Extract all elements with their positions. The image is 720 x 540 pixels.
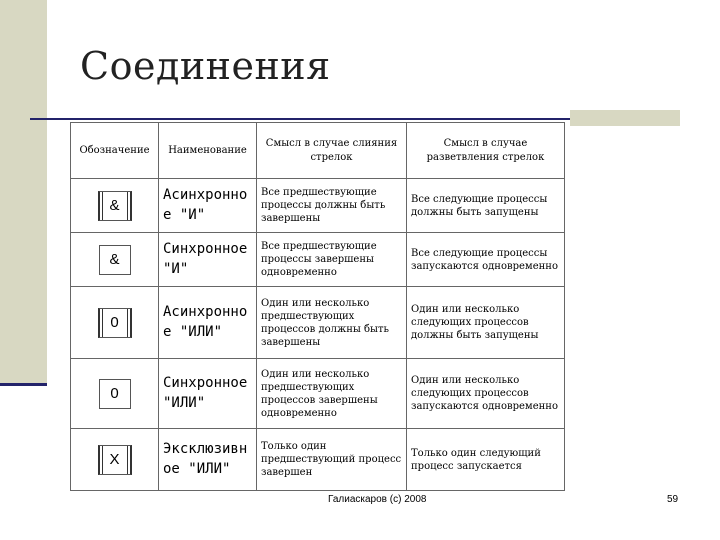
symbol-cell — [71, 429, 159, 491]
junction-symbol: X — [98, 445, 132, 475]
header-merge: Смысл в случае слияния стрелок — [257, 123, 407, 179]
junction-symbol: 0 — [99, 379, 131, 409]
symbol-cell — [71, 179, 159, 233]
merge-meaning: Один или несколько предшествующих процессов должны быть завершены — [257, 287, 407, 359]
header-name: Наименование — [159, 123, 257, 179]
junction-name: Асинхронное "ИЛИ" — [159, 287, 257, 359]
junction-name: Эксклюзивное "ИЛИ" — [159, 429, 257, 491]
symbol-cell — [71, 233, 159, 287]
sidebar-rule — [0, 383, 47, 386]
split-meaning: Только один следующий процесс запускается — [407, 429, 565, 491]
split-meaning: Один или несколько следующих процессов должны быть запущены — [407, 287, 565, 359]
split-meaning: Один или несколько следующих процессов запускаются одновременно — [407, 359, 565, 429]
accent-bar — [570, 110, 680, 126]
footer-credit: Галиаскаров (с) 2008 — [328, 494, 427, 505]
junction-symbol: & — [98, 191, 132, 221]
split-meaning: Все следующие процессы должны быть запущены — [407, 179, 565, 233]
junction-name: Синхронное "ИЛИ" — [159, 359, 257, 429]
sidebar-band — [0, 0, 47, 385]
slide-title: Соединения — [80, 44, 331, 88]
header-split: Смысл в случае разветвления стрелок — [407, 123, 565, 179]
page-number: 59 — [667, 494, 679, 505]
merge-meaning: Только один предшествующий процесс завершен — [257, 429, 407, 491]
table-row — [71, 233, 565, 287]
merge-meaning: Все предшествующие процессы завершены одновременно — [257, 233, 407, 287]
merge-meaning: Один или несколько предшествующих процессов завершены одновременно — [257, 359, 407, 429]
table-row — [71, 287, 565, 359]
junction-name: Синхронное "И" — [159, 233, 257, 287]
title-rule — [30, 118, 570, 120]
symbol-cell — [71, 359, 159, 429]
symbol-cell — [71, 287, 159, 359]
table-row — [71, 359, 565, 429]
table-row — [71, 429, 565, 491]
table-header-row — [71, 123, 565, 179]
merge-meaning: Все предшествующие процессы должны быть завершены — [257, 179, 407, 233]
split-meaning: Все следующие процессы запускаются одновременно — [407, 233, 565, 287]
table-row — [71, 179, 565, 233]
junction-name: Асинхронное "И" — [159, 179, 257, 233]
connections-table — [70, 122, 565, 491]
junction-symbol: & — [99, 245, 131, 275]
junction-symbol: 0 — [98, 308, 132, 338]
header-symbol: Обозначение — [71, 123, 159, 179]
